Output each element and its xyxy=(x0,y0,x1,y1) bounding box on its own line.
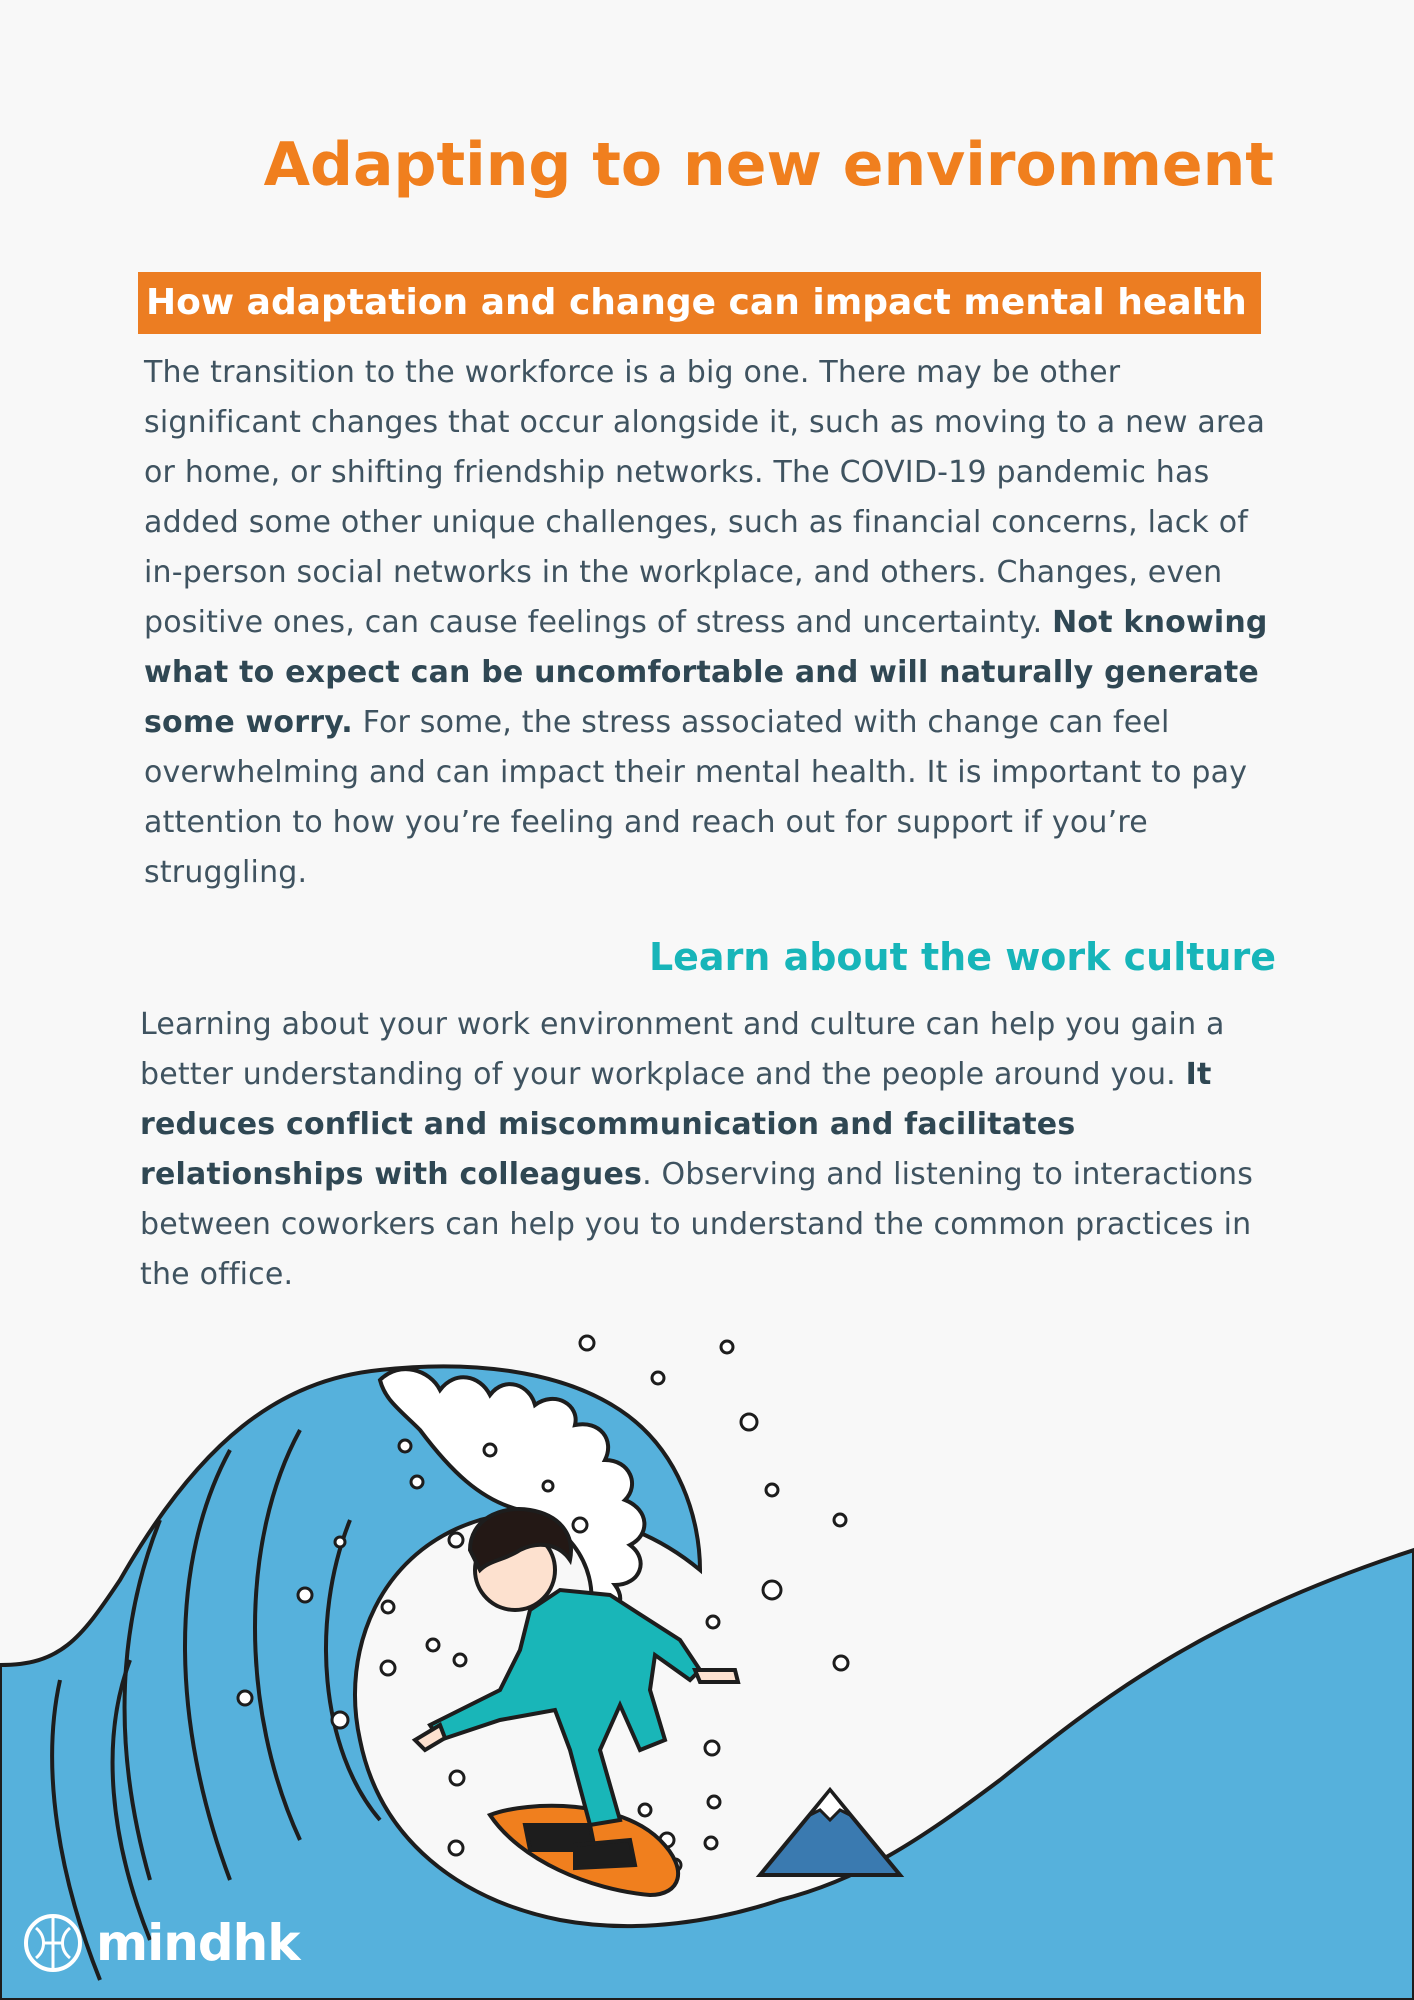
section-heading-banner: How adaptation and change can impact mental health xyxy=(138,272,1261,334)
section1-text-b: For some, the stress associated with change can feel overwhelming and can impact their mental health. It is important to pay attention to how you’re feeling and reach out for support if you’re struggling. xyxy=(144,705,1248,890)
section2-text-bold: It reduces conflict and miscommunication and facilitates relationships with colleagues xyxy=(140,1057,1212,1192)
logo-text: mindhk xyxy=(96,1914,300,1972)
section2-paragraph xyxy=(140,1000,1290,1300)
brain-logo-icon xyxy=(22,1912,84,1974)
section1-text-a: The transition to the workforce is a big one. There may be other significant changes that occur alongside it, such as moving to a new area or home, or shifting friendship networks. The COVID-19 pandemic has added some other unique challenges, such as financial concerns, lack of in-person social networks in the workplace, and others. Changes, even positive ones, can cause feelings of stress and uncertainty. xyxy=(144,355,1266,640)
mountain-icon xyxy=(760,1790,900,1875)
surfer-wave-illustration xyxy=(0,1320,1414,2000)
section1-text-bold: Not knowing what to expect can be uncomfortable and will naturally generate some worry. xyxy=(144,605,1268,740)
page-title: Adapting to new environment xyxy=(263,130,1274,200)
section2-text-a: Learning about your work environment and culture can help you gain a better understanding of your workplace and the people around you. xyxy=(140,1007,1225,1092)
brand-logo xyxy=(22,1912,299,1974)
section1-paragraph xyxy=(144,348,1284,898)
section2-text-b: . Observing and listening to interactions between coworkers can help you to understand the common practices in the office. xyxy=(140,1157,1254,1292)
section2-heading: Learn about the work culture xyxy=(648,935,1276,979)
